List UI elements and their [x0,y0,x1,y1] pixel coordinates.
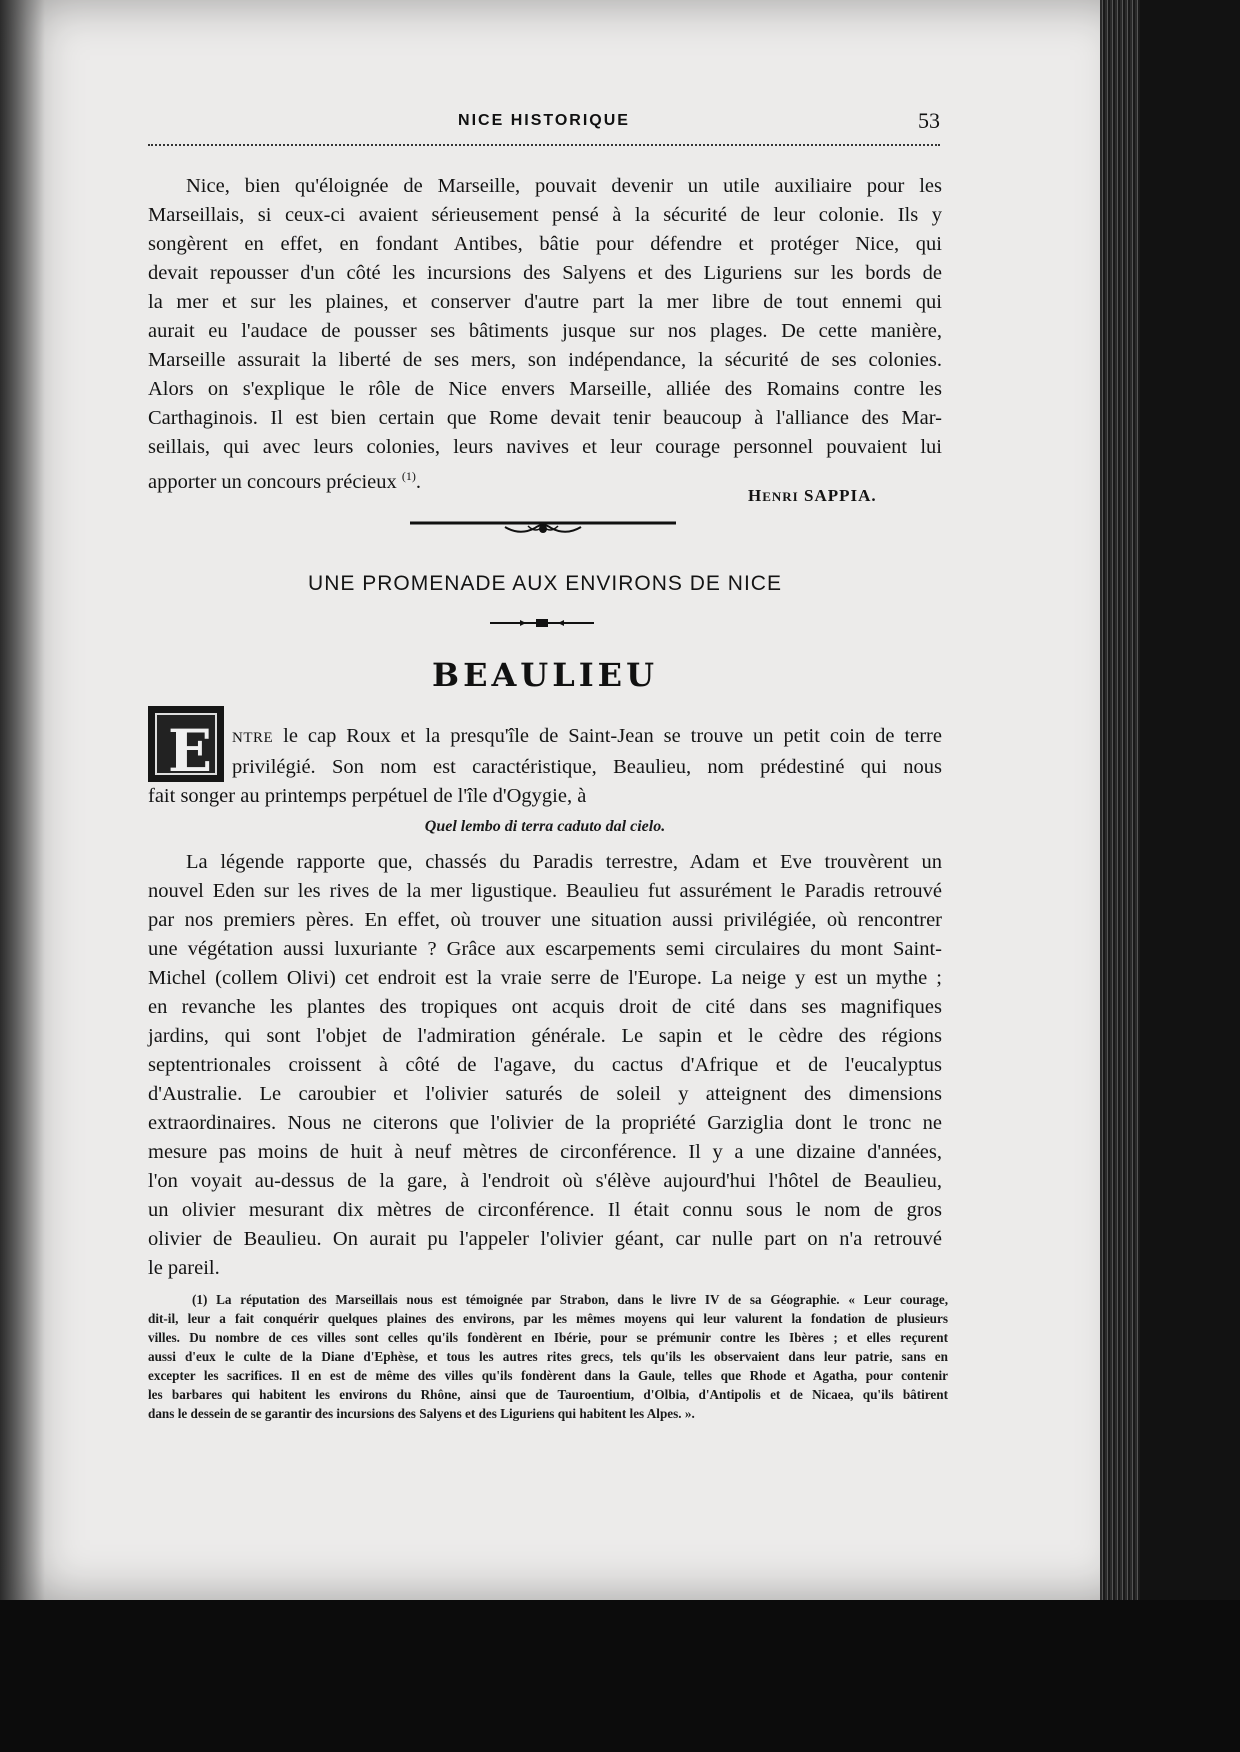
text-line: songèrent en effet, en fondant Antibes, bâtie pour défendre et protéger Nice, qui [148,233,942,255]
text-line: devait repousser d'un côté les incursions des Salyens et des Liguriens sur les bords de [148,262,942,284]
text-line: fait songer au printemps perpétuel de l'île d'Ogygie, à [148,785,587,807]
text-line: extraordinaires. Nous ne citerons que l'olivier de la propriété Garziglia dont le tronc ne [148,1112,942,1134]
text-line: nouvel Eden sur les rives de la mer ligustique. Beaulieu fut assurément le Paradis retrouvé [148,880,942,902]
footnote-line: aussi d'eux le culte de la Diane d'Ephèse, et tous les autres rites grecs, tels qu'ils les observaient dans leur patrie, sans en [148,1349,948,1364]
text-line: Alors on s'explique le rôle de Nice envers Marseille, alliée des Romains contre les [148,378,942,400]
signature-first-name: ENRI [762,489,799,504]
line-end-punct: . [415,470,421,493]
text-line: La légende rapporte que, chassés du Paradis terrestre, Adam et Eve trouvèrent un [186,851,942,873]
text-line: jardins, qui sont l'objet de l'admiration générale. Le sapin et le cèdre des régions [148,1025,942,1047]
scan-bottom-shadow [0,1600,1240,1752]
text-line: aurait eu l'audace de pousser ses bâtiments jusque sur nos plages. De cette manière, [148,320,942,342]
footnote-line: dans le dessein de se garantir des incursions des Salyens et des Liguriens qui habitent les Alpes. ». [148,1406,695,1421]
text-line: seillais, qui avec leurs colonies, leurs navives et leur courage personnel pouvaient lui [148,436,942,458]
text-line: Marseillais, si ceux-ci avaient sérieusement pensé à la sécurité de leur colonie. Ils y [148,204,942,226]
paragraph-2 [148,722,942,811]
signature-last-name: SAPPIA. [804,486,877,505]
signature-initial: H [748,486,763,505]
italic-quote: Quel lembo di terra caduto dal cielo. [424,818,666,835]
text-line: d'Australie. Le caroubier et l'olivier saturés de soleil y atteignent des dimensions [148,1083,942,1105]
footnote-line: les barbares qui habitent les environs du Rhône, ainsi que de Tauroentium, d'Olbia, d'Antipolis et de Nicaea, qu'ils bâtirent [148,1387,948,1402]
small-divider [490,616,594,630]
text-line: par nos premiers pères. En effet, où trouver une situation aussi privilégiée, où rencontrer [148,909,942,931]
text-line: Michel (collem Olivi) cet endroit est la vraie serre de l'Europe. La neige y est un mythe ; [148,967,942,989]
text-line: une végétation aussi luxuriante ? Grâce aux escarpements semi circulaires du mont Saint- [148,938,942,960]
text-line: un olivier mesurant dix mètres de circonférence. Il était connu sous le nom de gros [148,1199,942,1221]
spine-shadow [0,0,45,1600]
book-edge [1100,0,1140,1600]
text-line-content: le cap Roux et la presqu'île de Saint-Jean se trouve un petit coin de terre [273,725,942,747]
text-line: le pareil. [148,1257,220,1279]
text-line: mesure pas moins de huit à neuf mètres de circonférence. Il y a une dizaine d'années, [148,1141,942,1163]
footnote-line: (1) La réputation des Marseillais nous est témoignée par Strabon, dans le livre IV de sa Géographie. « Leur courage, [192,1292,948,1307]
text-line: l'on voyait au-dessus de la gare, à l'endroit où s'élève aujourd'hui l'hôtel de Beaulieu, [148,1170,942,1192]
author-signature [748,486,877,506]
footnote [148,1290,948,1423]
footnote-reference: (1) [401,469,416,483]
text-line [148,722,942,753]
text-line: Nice, bien qu'éloignée de Marseille, pouvait devenir un utile auxiliaire pour les [186,175,942,197]
footnote-line: villes. Du nombre de ces villes sont celles qu'ils fondèrent en Ibérie, pour se prémunir contre les Ibères ; et elles reçurent [148,1330,948,1345]
running-head [148,108,940,136]
text-line-content: apporter un concours précieux [148,470,397,493]
ornamental-divider [410,518,676,538]
footnote-line: dit-il, leur a fait conquérir quelques plaines des environs, par les mêmes moyens qui leur valurent la fondation de plusieurs [148,1311,948,1326]
running-title: NICE HISTORIQUE [458,112,630,129]
paragraph-1 [148,172,942,497]
text-line: privilégié. Son nom est caractéristique, Beaulieu, nom prédestiné qui nous [232,756,942,778]
paragraph-3 [148,848,942,1283]
header-rule [148,144,940,146]
text-line: Marseille assurait la liberté de ses mers, son indépendance, la sécurité de ses colonies. [148,349,942,371]
text-line: olivier de Beaulieu. On aurait pu l'appeler l'olivier géant, car nulle part on n'a retrouvé [148,1228,942,1250]
text-line: Carthaginois. Il est bien certain que Rome devait tenir beaucoup à l'alliance des Mar- [148,407,942,429]
text-line: en revanche les plantes des tropiques ont acquis droit de cité dans ses magnifiques [148,996,942,1018]
footnote-line: excepter les sacrifices. Il en est de même des villes qu'ils fondèrent dans la Gaule, telles que Rhode et Agatha, pour contenir [148,1368,948,1383]
page-number: 53 [918,108,940,133]
text-line: la mer et sur les plaines, et conserver d'autre part la mer libre de tout ennemi qui [148,291,942,313]
article-title: BEAULIEU [432,656,658,694]
section-title: UNE PROMENADE AUX ENVIRONS DE NICE [308,572,782,595]
smallcaps-word: NTRE [232,730,274,746]
drop-cap-letter: E [167,717,213,785]
text-line: septentrionales croissent à côté de l'agave, du cactus d'Afrique et de l'eucalyptus [148,1054,942,1076]
